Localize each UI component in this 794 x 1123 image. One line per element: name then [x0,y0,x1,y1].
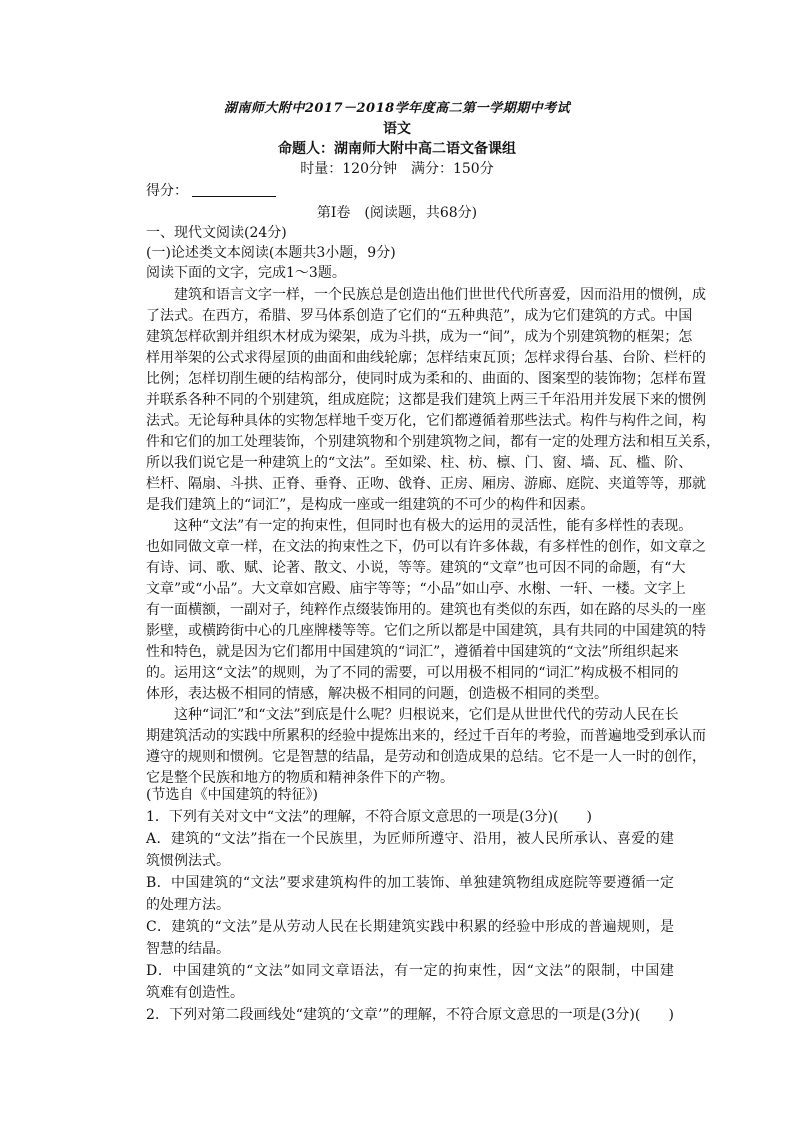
passage-line: 所以我们说它是一种建筑上的“文法”。至如梁、柱、枋、檩、门、窗、墙、瓦、槛、阶、 [146,455,693,471]
passage-line: 有一面横额，一副对子，纯粹作点缀装饰用的。建筑也有类似的东西，如在路的尽头的一座 [146,602,706,618]
exam-title: 湖南师大附中2017－2018学年度高二第一学期期中考试 [223,101,571,116]
passage-line: 栏杆、隔扇、斗拱、正脊、垂脊、正吻、戗脊、正房、厢房、游廊、庭院、夹道等等，那就 [146,476,706,492]
passage-line: 有诗、词、歌、赋、论著、散文、小说，等等。建筑的“文章”也可因不同的命题，有“大 [146,560,686,576]
q1-option-a-line2: 筑惯例法式。 [146,853,230,869]
passage-line: 这种“词汇”和“文法”到底是什么呢？归根说来，它们是从世世代代的劳动人民在长 [146,707,679,723]
passage-line: 建筑和语言文字一样，一个民族总是创造出他们世世代代所喜爱，因而沿用的惯例，成 [146,287,706,303]
passage-line: 的。运用这“文法”的规则，为了不同的需要，可以用极不相同的“词汇”构成极不相同的 [146,665,679,681]
source-note: (节选自《中国建筑的特征》) [146,787,318,803]
q1-option-b-line2: 的处理方法。 [146,897,230,913]
q1-option-d-line1: D．中国建筑的“文法”如同文章语法，有一定的拘束性，因“文法”的限制，中国建 [146,963,674,979]
passage-line: 体形，表达极不相同的情感，解决极不相同的问题，创造极不相同的类型。 [146,686,608,702]
q1-option-c-line2: 智慧的结晶。 [146,941,230,957]
instruction: 阅读下面的文字，完成1～3题。 [146,265,346,281]
score-blank[interactable] [192,182,276,197]
question-2-stem: 2．下列对第二段画线处“建筑的‘文章’”的理解，不符合原文意思的一项是(3分)( ) [146,1007,674,1023]
score-label: 得分： [146,183,188,199]
passage-line: 样用举架的公式求得屋顶的曲面和曲线轮廓；怎样结束瓦顶；怎样求得台基、台阶、栏杆的 [146,350,706,366]
passage-line: 法式。无论每种具体的实物怎样地千变万化，它们都遵循着那些法式。构件与构件之间，构 [146,413,706,429]
sub-heading: (一)论述类文本阅读(本题共3小题，9分) [146,245,396,261]
q1-option-b-line1: B．中国建筑的“文法”要求建筑构件的加工装饰、单独建筑物组成庭院等要遵循一定 [146,875,674,891]
passage-line: 它是整个民族和地方的物质和精神条件下的产物。 [146,770,454,786]
author-line: 命题人：湖南师大附中高二语文备课组 [278,141,516,157]
q1-option-d-line2: 筑难有创造性。 [146,985,244,1001]
q1-option-c-line1: C．建筑的“文法”是从劳动人民在长期建筑实践中积累的经验中形成的普遍规则，是 [146,919,674,935]
part-title: 第Ⅰ卷 (阅读题，共68分) [316,205,478,221]
passage-line: 影壁，或横跨街中心的几座牌楼等等。它们之所以都是中国建筑，具有共同的中国建筑的特 [146,623,706,639]
passage-line: 期建筑活动的实践中所累积的经验中提炼出来的，经过千百年的考验，而普遍地受到承认而 [146,728,706,744]
passage-line: 遵守的规则和惯例。它是智慧的结晶，是劳动和创造成果的总结。它不是一人一时的创作， [146,749,706,765]
section-heading: 一、现代文阅读(24分) [146,225,287,241]
passage-line: 建筑怎样砍割并组织木材成为梁架，成为斗拱，成为一“间”，成为个别建筑物的框架；怎 [146,329,693,345]
passage-line: 文章”或“小品”。大文章如宫殿、庙宇等等；“小品”如山亭、水榭、一轩、一楼。文字上 [146,581,686,597]
passage-line: 比例；怎样切削生硬的结构部分，使同时成为柔和的、曲面的、图案型的装饰物；怎样布置 [146,371,706,387]
subject-title: 语文 [383,121,411,137]
time-score-line: 时量：120分钟 满分：150分 [300,161,494,177]
score-field [146,182,276,200]
passage-line: 了法式。在西方，希腊、罗马体系创造了它们的“五种典范”，成为它们建筑的方式。中国 [146,308,693,324]
passage-line: 并联系各种不同的个别建筑，组成庭院；这都是我们建筑上两三千年沿用并发展下来的惯例 [146,392,706,408]
question-1-stem: 1．下列有关对文中“文法”的理解，不符合原文意思的一项是(3分)( ) [146,809,592,825]
passage-line: 件和它们的加工处理装饰，个别建筑物和个别建筑物之间，都有一定的处理方法和相互关系， [146,434,720,450]
passage-line: 也如同做文章一样，在文法的拘束性之下，仍可以有许多体裁，有多样性的创作，如文章之 [146,539,706,555]
passage-line: 这种“文法”有一定的拘束性，但同时也有极大的运用的灵活性，能有多样性的表现。 [146,518,693,534]
passage-line: 性和特色，就是因为它们都用中国建筑的“词汇”，遵循着中国建筑的“文法”所组织起来 [146,644,679,660]
passage-line: 是我们建筑上的“词汇”，是构成一座或一组建筑的不可少的构件和因素。 [146,497,595,513]
q1-option-a-line1: A．建筑的“文法”指在一个民族里，为匠师所遵守、沿用，被人民所承认、喜爱的建 [146,831,674,847]
